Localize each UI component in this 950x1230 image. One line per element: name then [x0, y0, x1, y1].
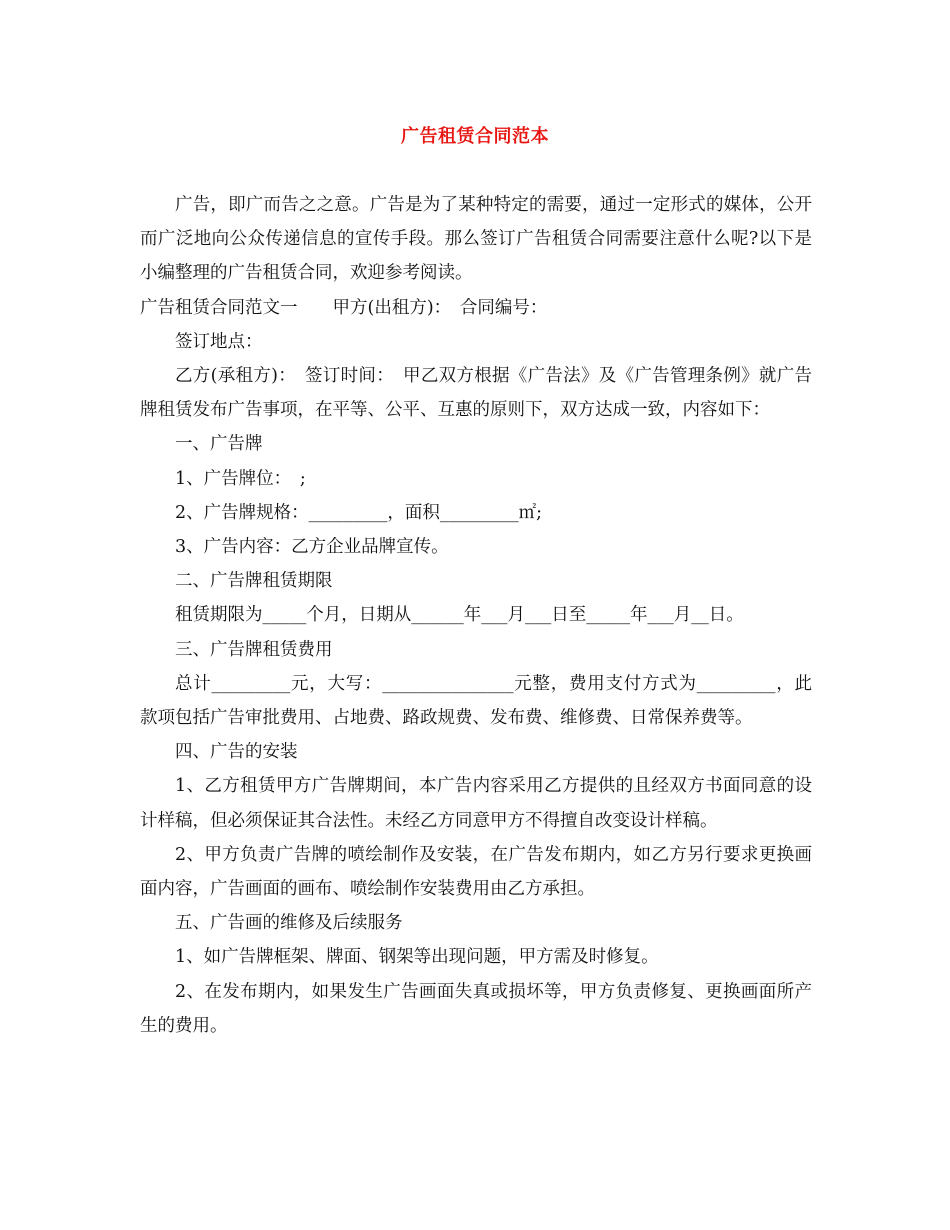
clause-item: 租赁期限为_____个月，日期从______年___月___日至_____年___月__日。	[175, 605, 744, 626]
signing-location-line: 签订地点：	[175, 331, 263, 352]
contract-header-line: 广告租赁合同范文一 甲方(出租方)： 合同编号：	[140, 297, 548, 318]
document-title: 广告租赁合同范本	[401, 126, 549, 147]
party-b-paragraph: 乙方(承租方)： 签订时间： 甲乙双方根据《广告法》及《广告管理条例》就广告牌租赁发布广告事项，在平等、公平、互惠的原则下，双方达成一致，内容如下：	[140, 366, 812, 421]
clause-item: 2、在发布期内，如果发生广告画面失真或损坏等，甲方负责修复、更换画面所产生的费用。	[140, 981, 812, 1036]
clause-item: 1、如广告牌框架、牌面、钢架等出现问题，甲方需及时修复。	[175, 947, 659, 968]
section-heading: 五、广告画的维修及后续服务	[175, 913, 403, 934]
clause-item: 1、乙方租赁甲方广告牌期间，本广告内容采用乙方提供的且经双方书面同意的设计样稿，但必须保证其合法性。未经乙方同意甲方不得擅自改变设计样稿。	[140, 776, 812, 831]
clause-item: 总计_________元，大写：_______________元整，费用支付方式为_________，此款项包括广告审批费用、占地费、路政规费、发布费、维修费、日常保养费等。	[140, 673, 812, 729]
clause-item: 2、甲方负责广告牌的喷绘制作及安装，在广告发布期内，如乙方另行要求更换画面内容，广告画面的画布、喷绘制作安装费用由乙方承担。	[140, 844, 812, 900]
section-heading: 一、广告牌	[175, 434, 263, 455]
section-heading: 三、广告牌租赁费用	[175, 639, 333, 660]
clause-item: 2、广告牌规格：_________，面积_________㎡;	[175, 502, 543, 523]
clause-item: 1、广告牌位： ;	[175, 468, 306, 489]
clause-item: 3、广告内容：乙方企业品牌宣传。	[175, 537, 449, 558]
section-heading: 二、广告牌租赁期限	[175, 571, 333, 592]
section-heading: 四、广告的安装	[175, 742, 298, 763]
intro-paragraph: 广告，即广而告之之意。广告是为了某种特定的需要，通过一定形式的媒体，公开而广泛地向公众传递信息的宣传手段。那么签订广告租赁合同需要注意什么呢?以下是小编整理的广告租赁合同，欢迎参考阅读。	[140, 195, 812, 284]
document-body	[140, 188, 812, 1043]
